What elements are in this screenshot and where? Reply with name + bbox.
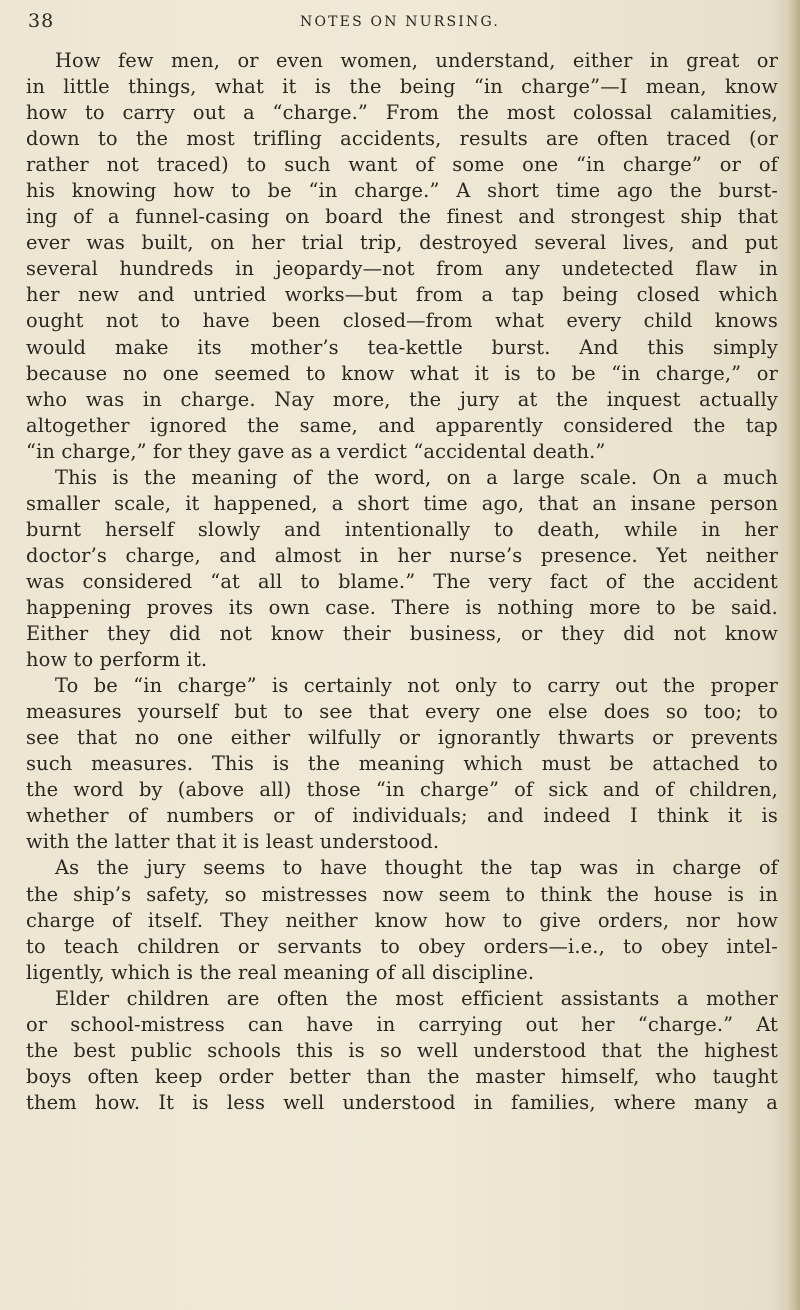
page-number: 38: [28, 10, 55, 32]
text-line: doctor’s charge, and almost in her nurse’s presence. Yet neither: [26, 543, 778, 567]
text-line: the ship’s safety, so mistresses now seem to think the house is in: [26, 882, 778, 906]
text-line: ligently, which is the real meaning of all discipline.: [26, 960, 535, 984]
text-line: happening proves its own case. There is nothing more to be said.: [26, 595, 778, 619]
text-line: charge of itself. They neither know how to give orders, nor how: [26, 908, 778, 932]
text-line: boys often keep order better than the master himself, who taught: [26, 1064, 778, 1088]
text-line: rather not traced) to such want of some one “in charge” or of: [26, 153, 778, 177]
text-line: To be “in charge” is certainly not only to carry out the proper: [55, 674, 778, 698]
text-line: would make its mother’s tea-kettle burst. And this simply: [26, 335, 778, 359]
text-line: to teach children or servants to obey orders—i.e., to obey intel-: [26, 934, 778, 958]
text-line: such measures. This is the meaning which must be attached to: [26, 752, 778, 776]
text-line: them how. It is less well understood in families, where many a: [26, 1090, 778, 1114]
text-line: was considered “at all to blame.” The very fact of the accident: [26, 569, 778, 593]
text-line: or school-mistress can have in carrying out her “charge.” At: [26, 1012, 778, 1036]
page-edge: [786, 0, 800, 1310]
text-line: see that no one either wilfully or ignorantly thwarts or prevents: [26, 726, 778, 750]
running-head: NOTES ON NURSING.: [300, 14, 500, 30]
text-line: with the latter that it is least understood.: [26, 830, 440, 854]
text-line: his knowing how to be “in charge.” A short time ago the burst-: [26, 179, 778, 203]
text-line: down to the most trifling accidents, results are often traced (or: [26, 127, 778, 151]
text-line: Either they did not know their business, or they did not know: [26, 622, 778, 646]
text-line: burnt herself slowly and intentionally to death, while in her: [26, 517, 778, 541]
text-line: measures yourself but to see that every one else does so too; to: [26, 700, 778, 724]
text-line: altogether ignored the same, and apparently considered the tap: [26, 413, 778, 437]
text-line: her new and untried works—but from a tap being closed which: [26, 283, 778, 307]
text-line: because no one seemed to know what it is to be “in charge,” or: [26, 361, 778, 385]
text-line: This is the meaning of the word, on a large scale. On a much: [55, 465, 778, 489]
text-line: “in charge,” for they gave as a verdict “accidental death.”: [26, 439, 606, 463]
text-line: How few men, or even women, understand, either in great or: [55, 49, 778, 72]
body-text: [26, 48, 778, 1116]
text-line: ever was built, on her trial trip, destroyed several lives, and put: [26, 231, 778, 255]
text-line: whether of numbers or of individuals; and indeed I think it is: [26, 804, 778, 828]
text-line: smaller scale, it happened, a short time ago, that an insane person: [26, 491, 778, 515]
text-line: how to perform it.: [26, 648, 208, 672]
text-line: in little things, what it is the being “in charge”—I mean, know: [26, 75, 778, 99]
text-line: ought not to have been closed—from what every child knows: [26, 309, 778, 333]
text-line: the best public schools this is so well understood that the highest: [26, 1038, 778, 1062]
text-line: how to carry out a “charge.” From the most colossal calamities,: [26, 101, 778, 125]
text-line: several hundreds in jeopardy—not from any undetected flaw in: [26, 257, 778, 281]
text-line: Elder children are often the most efficient assistants a mother: [55, 986, 778, 1010]
text-line: the word by (above all) those “in charge” of sick and of children,: [26, 778, 778, 802]
text-line: As the jury seems to have thought the tap was in charge of: [55, 856, 778, 880]
text-line: ing of a funnel-casing on board the finest and strongest ship that: [26, 205, 778, 229]
text-line: who was in charge. Nay more, the jury at the inquest actually: [26, 387, 778, 411]
